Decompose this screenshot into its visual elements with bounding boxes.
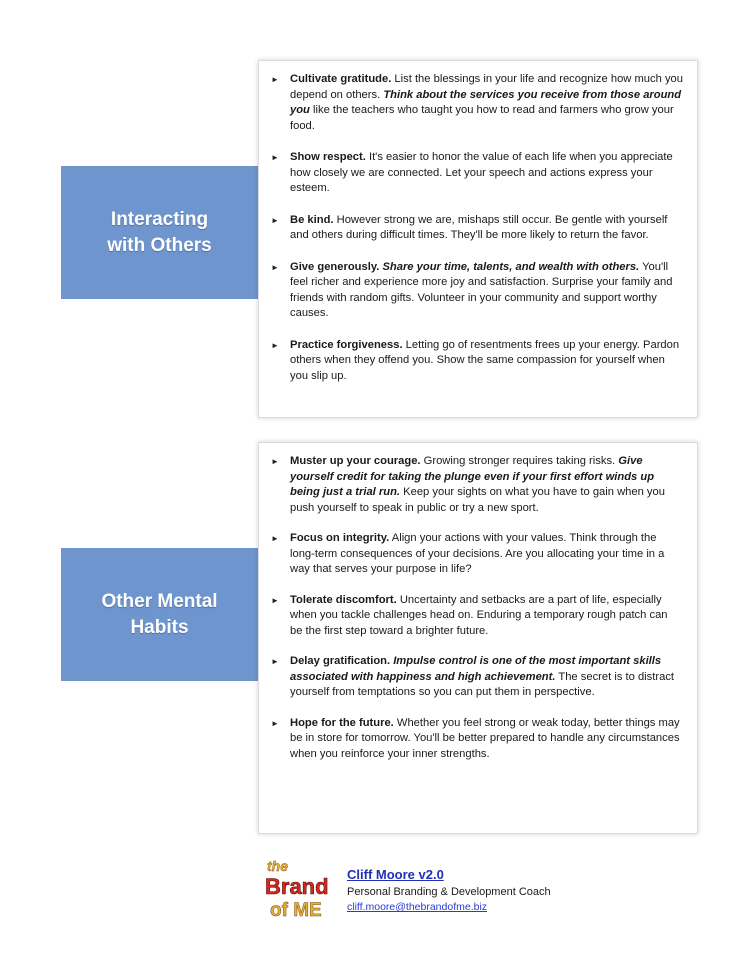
item-lead: Show respect. <box>290 151 366 163</box>
triangle-bullet-icon: ► <box>271 340 279 350</box>
footer-contact <box>347 866 551 914</box>
list-item <box>271 338 683 385</box>
item-text-cont: Keep your sights on what you have to gain when you push yourself to speak in public or try a new sport. <box>290 486 665 514</box>
item-emphasis: Think about the services you receive from those around you <box>290 88 682 116</box>
list-item <box>271 716 683 763</box>
section-label-other-mental-habits <box>61 548 258 681</box>
section-label-line2: Habits <box>130 616 189 638</box>
section-label-interacting-with-others <box>61 166 258 299</box>
triangle-bullet-icon: ► <box>271 534 279 543</box>
item-text: List the blessings in your life and recognize how much you depend on others. <box>290 73 683 101</box>
item-lead: Focus on integrity. <box>290 532 390 544</box>
list-item <box>271 654 683 701</box>
item-text: Align your actions with your values. Think through the long-term consequences of your decisions. Are you allocating your time in a way that serves your purpose in life? <box>290 532 665 575</box>
section-label-line2: with Others <box>107 234 212 256</box>
content-panel-other-mental-habits <box>258 442 698 834</box>
list-item <box>271 72 683 134</box>
item-lead: Delay gratification. <box>290 655 391 667</box>
list-item <box>271 150 683 197</box>
list-item <box>271 213 683 244</box>
item-lead: Hope for the future. <box>290 716 394 729</box>
content-panel-interacting-with-others <box>258 60 698 418</box>
item-text-cont: The secret is to distract yourself from temptations so you can put them in perspective. <box>290 670 675 698</box>
logo-word-of-me: of ME <box>270 900 322 921</box>
item-text: However strong we are, mishaps still occur. Be gentle with yourself and others during difficult times. They'll be more likely to return the favor. <box>290 213 668 241</box>
brand-of-me-logo-icon <box>264 856 336 922</box>
bullet-list <box>259 61 697 384</box>
logo-word-the: the <box>267 858 288 874</box>
logo-word-brand: Brand <box>265 874 329 899</box>
triangle-bullet-icon: ► <box>271 215 279 225</box>
section-label-line1: Other Mental <box>101 590 218 612</box>
item-lead: Be kind. <box>290 213 334 226</box>
item-text: It's easier to honor the value of each life when you appreciate how closely we are connected. Let your speech and actions express your esteem. <box>290 151 673 194</box>
item-lead: Muster up your courage. <box>290 455 421 467</box>
bullet-list <box>259 443 697 762</box>
author-role: Personal Branding & Development Coach <box>347 886 551 898</box>
author-name-link[interactable]: Cliff Moore v2.0 <box>347 867 444 882</box>
list-item <box>271 531 683 578</box>
list-item <box>271 454 683 516</box>
list-item <box>271 593 683 640</box>
triangle-bullet-icon: ► <box>271 595 279 605</box>
item-text: Growing stronger requires taking risks. <box>420 455 619 467</box>
item-lead: Tolerate discomfort. <box>290 593 397 606</box>
triangle-bullet-icon: ► <box>271 718 279 728</box>
section-label-line1: Interacting <box>110 208 209 230</box>
item-lead: Cultivate gratitude. <box>290 73 392 85</box>
item-text: Letting go of resentments frees up your energy. Pardon others when they offend you. Show the same compassion for yourself when you slip up. <box>290 338 680 382</box>
item-text-cont: You'll feel richer and experience more joy and satisfaction. Surprise your family and friends with random gifts. Volunteer in your community and support worthy causes. <box>290 260 673 319</box>
triangle-bullet-icon: ► <box>271 262 279 272</box>
author-email-link[interactable]: cliff.moore@thebrandofme.biz <box>347 901 488 913</box>
item-emphasis: Give yourself credit for taking the plunge even if your first effort winds up being just a trial run. <box>290 455 655 498</box>
item-text-cont: like the teachers who taught you how to read and farmers who grow your food. <box>290 104 674 132</box>
triangle-bullet-icon: ► <box>271 75 279 84</box>
triangle-bullet-icon: ► <box>271 657 279 666</box>
item-lead: Practice forgiveness. <box>290 338 403 351</box>
triangle-bullet-icon: ► <box>271 153 279 162</box>
list-item <box>271 260 683 322</box>
item-lead: Give generously. <box>290 260 380 273</box>
item-text: Uncertainty and setbacks are a part of life, especially when you tackle challenges head on. Enduring a temporary rough patch can be the first step toward a brighter future. <box>290 593 668 637</box>
item-text: Whether you feel strong or weak today, better things may be in store for tomorrow. You'll be better prepared to handle any circumstances when you reinforce your inner strengths. <box>290 716 680 760</box>
triangle-bullet-icon: ► <box>271 457 279 466</box>
item-emphasis: Share your time, talents, and wealth with others. <box>382 260 640 273</box>
item-emphasis: Impulse control is one of the most important skills associated with happiness and high achievement. <box>290 655 662 683</box>
